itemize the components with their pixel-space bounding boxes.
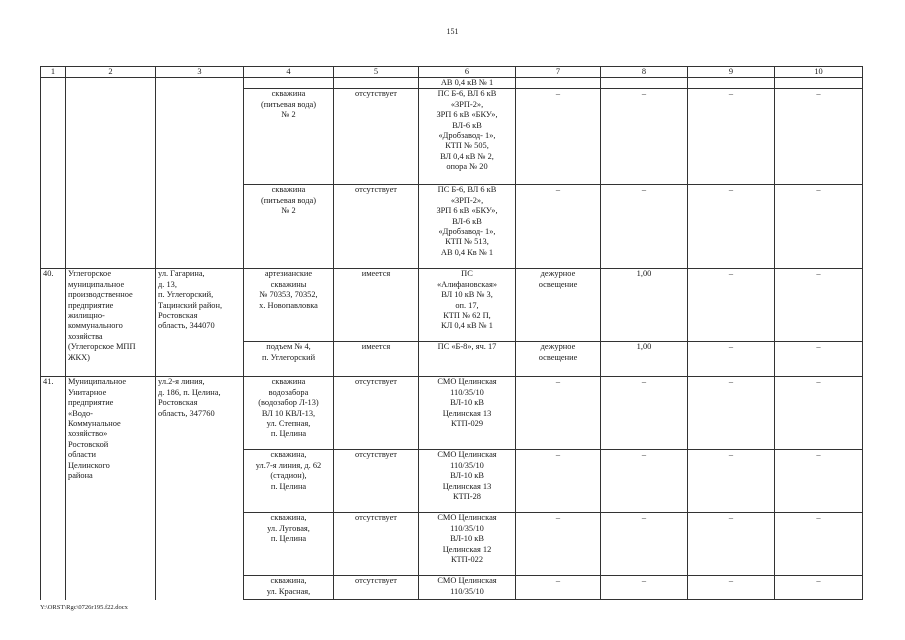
table-cell: скважина, ул. Луговая, п. Целина	[244, 513, 334, 576]
table-cell: ул.2-я линия, д. 186, п. Целина, Ростовская область, 347760	[156, 377, 244, 600]
table-cell: –	[516, 513, 601, 576]
table-cell: ПС «Б-8», яч. 17	[419, 342, 516, 377]
table-cell: –	[516, 185, 601, 269]
table-cell	[41, 78, 66, 269]
table-cell	[688, 78, 775, 89]
table-cell: –	[688, 185, 775, 269]
table-cell: имеется	[334, 269, 419, 342]
table-cell: отсутствует	[334, 89, 419, 185]
table-row	[41, 269, 863, 342]
table-cell: скважина, ул. Красная,	[244, 576, 334, 600]
column-header: 9	[688, 67, 775, 78]
table-cell: дежурное освещение	[516, 342, 601, 377]
table-cell: СМО Целинская 110/35/10	[419, 576, 516, 600]
table-cell: –	[601, 513, 688, 576]
table-cell: –	[775, 185, 863, 269]
table-cell: отсутствует	[334, 377, 419, 450]
table-cell: –	[688, 576, 775, 600]
file-path-footer: Y:\ORST\Rgc\0726r195.f22.docx	[40, 604, 128, 611]
table-cell: 1,00	[601, 269, 688, 342]
table-cell: 40.	[41, 269, 66, 377]
page-number: 151	[446, 27, 459, 36]
table-cell: отсутствует	[334, 513, 419, 576]
table-cell: –	[775, 342, 863, 377]
table-cell: имеется	[334, 342, 419, 377]
table-cell: –	[516, 450, 601, 513]
table-cell: отсутствует	[334, 450, 419, 513]
column-number-row	[41, 67, 863, 78]
table-cell: –	[516, 576, 601, 600]
column-header: 1	[41, 67, 66, 78]
table-row	[41, 377, 863, 450]
table-cell	[244, 78, 334, 89]
table-cell: –	[688, 513, 775, 576]
table-cell: АВ 0,4 кВ № 1	[419, 78, 516, 89]
column-header: 5	[334, 67, 419, 78]
table-cell: –	[516, 377, 601, 450]
table-cell: отсутствует	[334, 576, 419, 600]
table-cell: –	[601, 185, 688, 269]
table-cell: –	[688, 89, 775, 185]
table-cell: 41.	[41, 377, 66, 600]
table-cell: скважина, ул.7-я линия, д. 62 (стадион), п. Целина	[244, 450, 334, 513]
table-cell: СМО Целинская 110/35/10 ВЛ-10 кВ Целинская 13 КТП-28	[419, 450, 516, 513]
table-cell: СМО Целинская 110/35/10 ВЛ-10 кВ Целинская 12 КТП-022	[419, 513, 516, 576]
table-cell: –	[688, 377, 775, 450]
table-cell	[156, 78, 244, 269]
table-cell: дежурное освещение	[516, 269, 601, 342]
table-cell: скважина (питьевая вода) № 2	[244, 89, 334, 185]
table-cell	[775, 78, 863, 89]
table-cell: –	[601, 377, 688, 450]
table-cell: Углегорское муниципальное производственное предприятие жилищно- коммунального хозяйства (Углегорское МПП ЖКХ)	[66, 269, 156, 377]
table-cell	[334, 78, 419, 89]
table-cell: –	[601, 576, 688, 600]
table-cell: ПС «Алифановская» ВЛ 10 кВ № 3, оп. 17, КТП № 62 П, КЛ 0,4 кВ № 1	[419, 269, 516, 342]
table-cell: подъем № 4, п. Углегорский	[244, 342, 334, 377]
document-table	[40, 66, 863, 600]
table-cell	[66, 78, 156, 269]
column-header: 10	[775, 67, 863, 78]
table-cell: –	[601, 450, 688, 513]
table-cell: отсутствует	[334, 185, 419, 269]
column-header: 7	[516, 67, 601, 78]
column-header: 8	[601, 67, 688, 78]
table-cell	[516, 78, 601, 89]
table-cell: –	[601, 89, 688, 185]
table-cell: –	[775, 513, 863, 576]
table-cell: –	[688, 342, 775, 377]
column-header: 3	[156, 67, 244, 78]
table-cell: –	[775, 377, 863, 450]
column-header: 6	[419, 67, 516, 78]
table-cell: скважина водозабора (водозабор Л-13) ВЛ 10 КВЛ-13, ул. Степная, п. Целина	[244, 377, 334, 450]
table-cell	[601, 78, 688, 89]
table-cell: ул. Гагарина, д. 13, п. Углегорский, Тацинский район, Ростовская область, 344070	[156, 269, 244, 377]
table-cell: –	[688, 450, 775, 513]
table-cell: скважина (питьевая вода) № 2	[244, 185, 334, 269]
column-header: 4	[244, 67, 334, 78]
table-row	[41, 78, 863, 89]
table-cell: –	[775, 576, 863, 600]
table-cell: артезианские скважины № 70353, 70352, х. Новопавловка	[244, 269, 334, 342]
table-cell: –	[688, 269, 775, 342]
table-cell: ПС Б-6, ВЛ 6 кВ «ЗРП-2», ЗРП 6 кВ «БКУ», ВЛ-6 кВ «Дробзавод- 1», КТП № 505, ВЛ 0,4 кВ № 2, опора № 20	[419, 89, 516, 185]
table-cell: Муниципальное Унитарное предприятие «Водо- Коммунальное хозяйство» Ростовской области Целинского района	[66, 377, 156, 600]
table-cell: СМО Целинская 110/35/10 ВЛ-10 кВ Целинская 13 КТП-029	[419, 377, 516, 450]
column-header: 2	[66, 67, 156, 78]
table-cell: –	[775, 269, 863, 342]
table-cell: –	[775, 89, 863, 185]
table-cell: –	[516, 89, 601, 185]
table-cell: 1,00	[601, 342, 688, 377]
table-cell: ПС Б-6, ВЛ 6 кВ «ЗРП-2», ЗРП 6 кВ «БКУ», ВЛ-6 кВ «Дробзавод- 1», КТП № 513, АВ 0,4 Кв № 1	[419, 185, 516, 269]
table-cell: –	[775, 450, 863, 513]
